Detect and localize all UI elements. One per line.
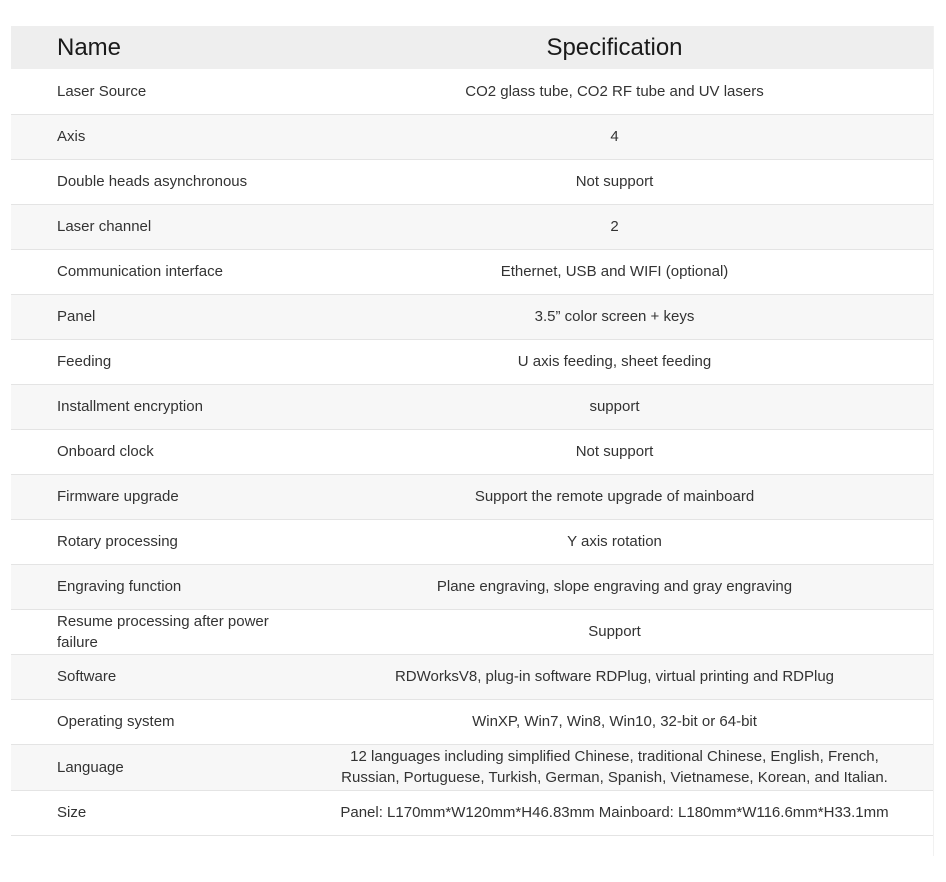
row-name-cell: Operating system	[57, 713, 175, 730]
row-spec-cell: Not support	[575, 173, 654, 190]
table-row	[11, 249, 933, 294]
table-row	[11, 339, 933, 384]
table-row	[11, 699, 933, 744]
table-body	[11, 69, 933, 835]
row-spec-cell: Not support	[575, 443, 654, 460]
table-right-edge-divider	[933, 26, 934, 856]
table-row	[11, 159, 933, 204]
row-spec-cell: Panel: L170mm*W120mm*H46.83mm Mainboard: L180mm*W116.6mm*H33.1mm	[340, 804, 889, 821]
row-spec-cell: Support	[588, 623, 641, 640]
row-spec-cell: Support the remote upgrade of mainboard	[474, 488, 755, 505]
specification-table	[11, 26, 933, 836]
row-name-cell: Installment encryption	[57, 398, 203, 415]
table-row	[11, 564, 933, 609]
row-spec-cell: 2	[610, 218, 619, 235]
table-row	[11, 204, 933, 249]
row-name-cell: Laser Source	[57, 82, 147, 100]
row-name-cell: Double heads asynchronous	[57, 173, 248, 190]
row-name-cell: Axis	[57, 128, 86, 145]
table-row	[11, 294, 933, 339]
row-spec-cell: support	[589, 398, 640, 415]
specification-column-header: Specification	[546, 33, 683, 61]
table-row	[11, 744, 933, 790]
table-row	[11, 609, 933, 654]
table-row	[11, 114, 933, 159]
row-name-cell: Communication interface	[57, 263, 223, 280]
row-spec-cell: 3.5” color screen + keys	[534, 308, 695, 325]
row-name-cell: Firmware upgrade	[57, 488, 179, 505]
row-name-cell: Resume processing after power failure	[57, 612, 269, 651]
row-name-cell: Language	[57, 758, 124, 776]
table-row	[11, 474, 933, 519]
row-spec-cell: WinXP, Win7, Win8, Win10, 32-bit or 64-bit	[472, 713, 757, 730]
table-row	[11, 429, 933, 474]
row-spec-cell: U axis feeding, sheet feeding	[517, 353, 712, 370]
name-column-header: Name	[57, 33, 122, 61]
row-name-cell: Laser channel	[57, 218, 152, 235]
row-name-cell: Feeding	[57, 353, 112, 370]
row-spec-cell: RDWorksV8, plug-in software RDPlug, virtual printing and RDPlug	[394, 668, 835, 685]
row-spec-cell: 4	[610, 128, 619, 145]
table-row	[11, 384, 933, 429]
table-row	[11, 69, 933, 114]
row-name-cell: Size	[57, 804, 87, 821]
header-row	[11, 26, 933, 69]
row-spec-cell: CO2 glass tube, CO2 RF tube and UV lasers	[465, 82, 764, 100]
table-row	[11, 654, 933, 699]
table-row	[11, 519, 933, 564]
row-spec-cell: Ethernet, USB and WIFI (optional)	[500, 263, 729, 280]
row-name-cell: Panel	[57, 308, 96, 325]
row-name-cell: Engraving function	[57, 578, 182, 595]
row-name-cell: Onboard clock	[57, 443, 154, 460]
table-row	[11, 790, 933, 835]
row-spec-cell: 12 languages including simplified Chinese, traditional Chinese, English, French, Russian, Portuguese, Turkish, German, Spanish, Vietnamese, Korean, and Italian.	[341, 748, 888, 786]
row-spec-cell: Y axis rotation	[567, 533, 662, 550]
row-name-cell: Software	[57, 668, 117, 685]
row-spec-cell: Plane engraving, slope engraving and gray engraving	[436, 578, 793, 595]
table-header	[11, 26, 933, 69]
row-name-cell: Rotary processing	[57, 533, 178, 550]
